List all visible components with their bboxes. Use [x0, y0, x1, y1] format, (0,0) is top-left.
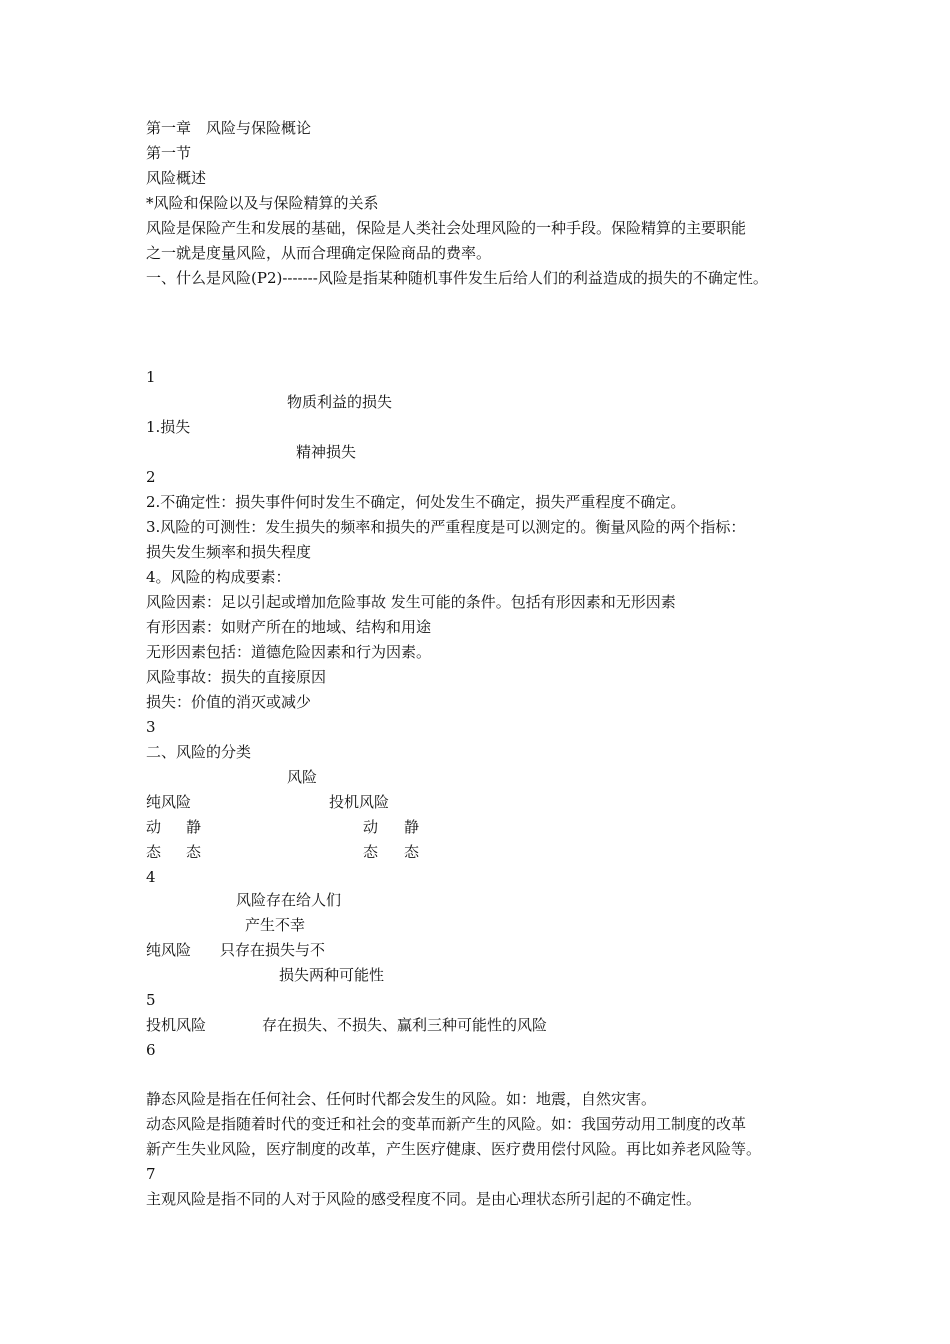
measurable-line-1: 3.风险的可测性：发生损失的频率和损失的严重程度是可以测定的。衡量风险的两个指标： [146, 518, 746, 536]
subjective-risk-definition: 主观风险是指不同的人对于风险的感受程度不同。是由心理状态所引起的不确定性。 [146, 1190, 702, 1208]
tree-pure-risk-label: 纯风险 [146, 793, 192, 811]
tree-spec-dynamic-bottom: 态 [363, 843, 379, 861]
elements-heading: 4。风险的构成要素： [146, 568, 291, 586]
intro-line-2: 之一就是度量风险，从而合理确定保险商品的费率。 [146, 244, 492, 262]
subsection-title: 风险概述 [146, 169, 207, 187]
figure-marker-5: 5 [146, 991, 156, 1009]
uncertainty-line: 2.不确定性：损失事件何时发生不确定，何处发生不确定，损失严重程度不确定。 [146, 493, 686, 511]
figure-marker-2: 2 [146, 468, 156, 486]
speculative-risk-desc: 存在损失、不损失、赢利三种可能性的风险 [262, 1016, 548, 1034]
loss-heading: 1.损失 [146, 418, 191, 436]
tree-pure-dynamic-top: 动 [146, 818, 162, 836]
figure-marker-6: 6 [146, 1041, 156, 1059]
loss-material: 物质利益的损失 [287, 393, 393, 411]
risk-accident-line: 风险事故：损失的直接原因 [146, 668, 327, 686]
pure-risk-label: 纯风险 [146, 941, 192, 959]
loss-spirit: 精神损失 [296, 443, 357, 461]
section-title: 第一节 [146, 144, 192, 162]
figure-marker-1: 1 [146, 368, 156, 386]
what-is-risk-line: 一、什么是风险(P2)-------风险是指某种随机事件发生后给人们的利益造成的损失的不确定性。 [146, 269, 768, 287]
tree-pure-static-bottom: 态 [186, 843, 202, 861]
tree-root-label: 风险 [287, 768, 318, 786]
measurable-line-2: 损失发生频率和损失程度 [146, 543, 312, 561]
tree-spec-static-top: 静 [404, 818, 420, 836]
classification-heading: 二、风险的分类 [146, 743, 252, 761]
chapter-title: 第一章 风险与保险概论 [146, 119, 312, 137]
intro-line-1: 风险是保险产生和发展的基础，保险是人类社会处理风险的一种手段。保险精算的主要职能 [146, 219, 747, 237]
tree-spec-dynamic-top: 动 [363, 818, 379, 836]
tree-pure-dynamic-bottom: 态 [146, 843, 162, 861]
tree-speculative-risk-label: 投机风险 [329, 793, 390, 811]
loss-definition-line: 损失：价值的消灭或减少 [146, 693, 312, 711]
dynamic-risk-line-1: 动态风险是指随着时代的变迁和社会的变革而新产生的风险。如：我国劳动用工制度的改革 [146, 1115, 747, 1133]
tangible-factor-line: 有形因素：如财产所在的地域、结构和用途 [146, 618, 432, 636]
speculative-risk-label: 投机风险 [146, 1016, 207, 1034]
tree-spec-static-bottom: 态 [404, 843, 420, 861]
figure-marker-3: 3 [146, 718, 156, 736]
pure-risk-desc-a: 风险存在给人们 [236, 891, 342, 909]
figure-marker-7: 7 [146, 1165, 156, 1183]
pure-risk-desc-c: 只存在损失与不 [220, 941, 326, 959]
pure-risk-desc-b: 产生不幸 [245, 916, 306, 934]
figure-marker-4: 4 [146, 868, 156, 886]
pure-risk-desc-d: 损失两种可能性 [279, 966, 385, 984]
relation-heading: *风险和保险以及与保险精算的关系 [146, 194, 379, 212]
intangible-factor-line: 无形因素包括：道德危险因素和行为因素。 [146, 643, 432, 661]
static-risk-definition: 静态风险是指在任何社会、任何时代都会发生的风险。如：地震，自然灾害。 [146, 1090, 657, 1108]
dynamic-risk-line-2: 新产生失业风险，医疗制度的改革，产生医疗健康、医疗费用偿付风险。再比如养老风险等。 [146, 1140, 762, 1158]
risk-factor-definition: 风险因素：足以引起或增加危险事故 发生可能的条件。包括有形因素和无形因素 [146, 593, 676, 611]
tree-pure-static-top: 静 [186, 818, 202, 836]
